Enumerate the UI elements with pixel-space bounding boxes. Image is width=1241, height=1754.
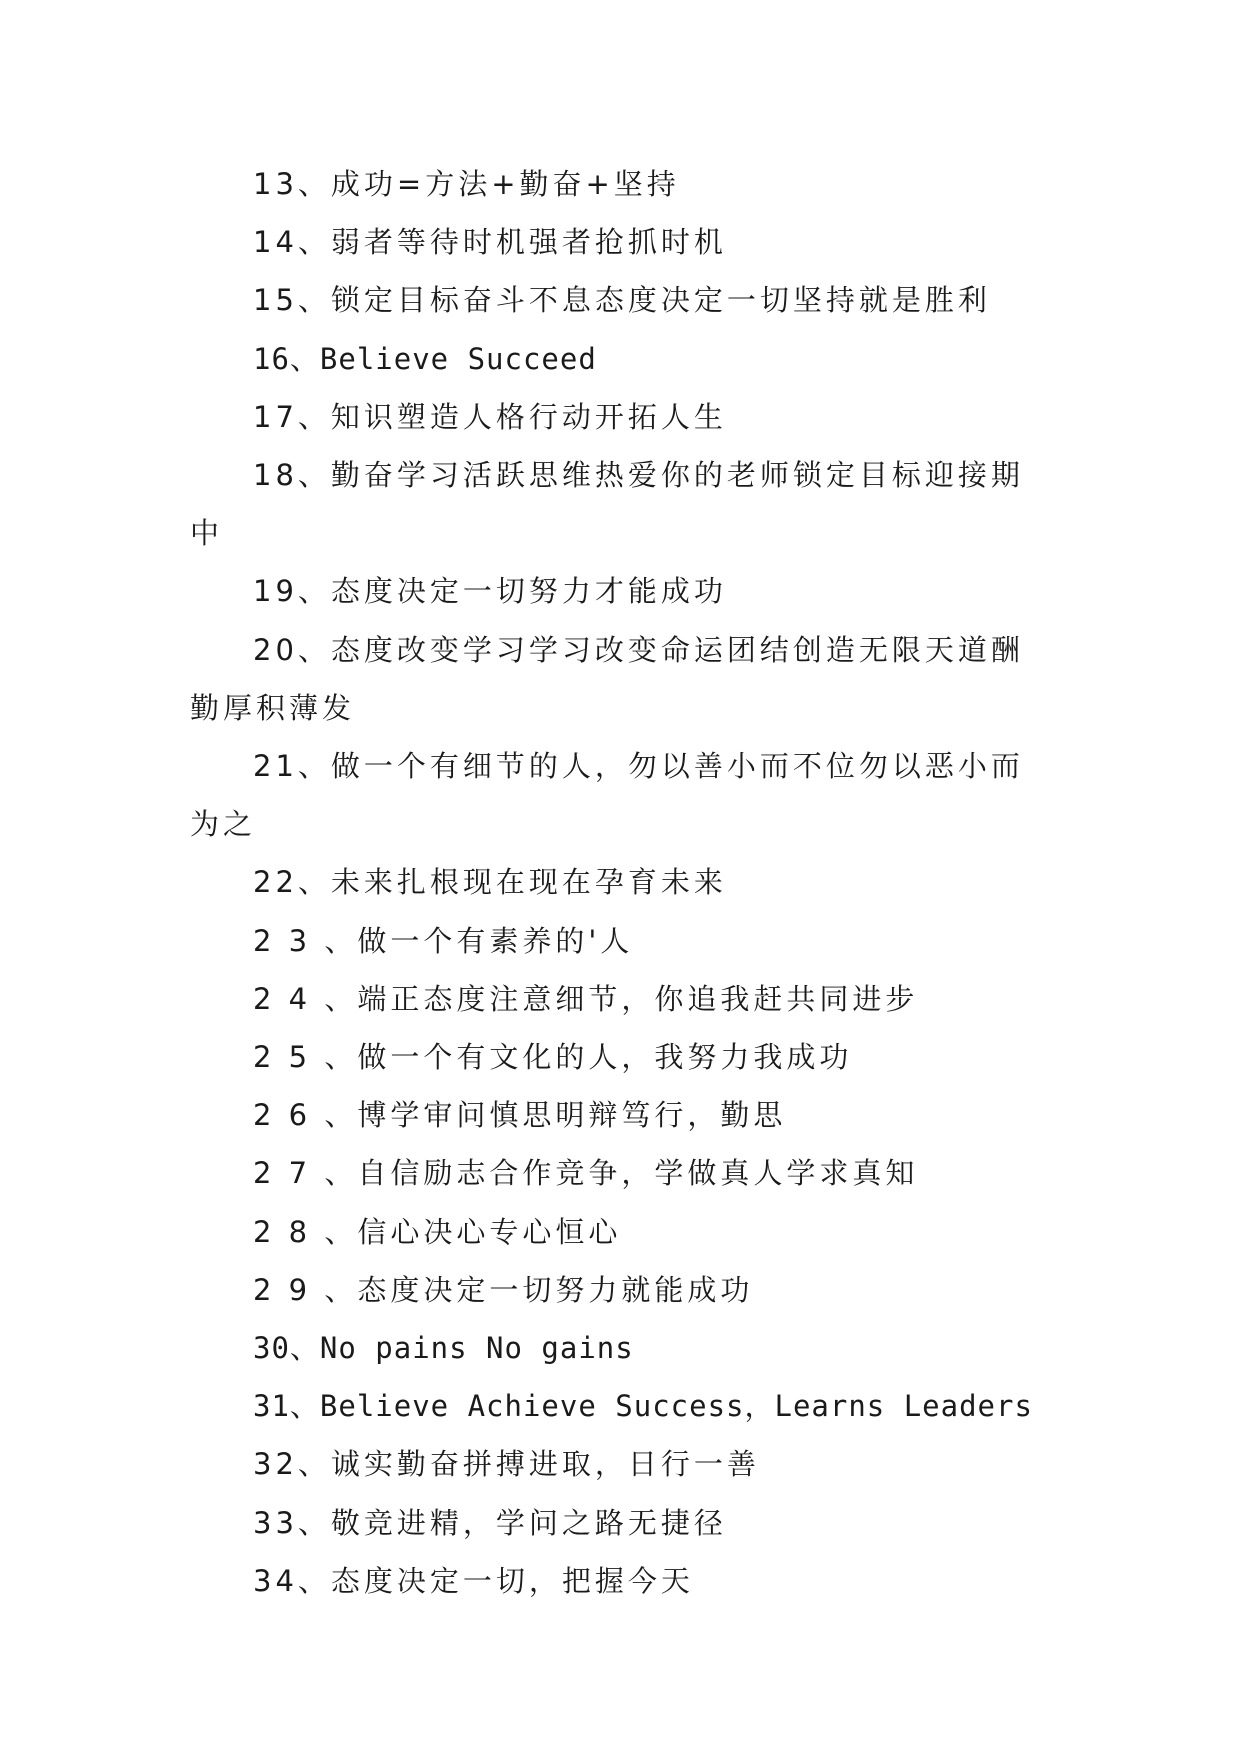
list-item: 32、诚实勤奋拼搏进取，日行一善	[253, 1447, 760, 1482]
list-item: 18、勤奋学习活跃思维热爱你的老师锁定目标迎接期中	[190, 458, 1024, 551]
list-item: 34、态度决定一切，把握今天	[253, 1563, 694, 1598]
list-item: 2 9 、态度决定一切努力就能成功	[253, 1272, 754, 1307]
list-item: 2 8 、信心决心专心恒心	[253, 1214, 622, 1249]
list-item: 30、No pains No gains	[253, 1331, 634, 1366]
list-item: 16、Believe Succeed	[253, 341, 597, 376]
list-item: 20、态度改变学习学习改变命运团结创造无限天道酬勤厚积薄发	[190, 632, 1024, 725]
list-item: 2 3 、做一个有素养的'人	[253, 923, 634, 958]
list-item: 13、成功=方法+勤奋+坚持	[253, 167, 680, 201]
list-item: 19、态度决定一切努力才能成功	[253, 574, 727, 609]
list-item: 2 5 、做一个有文化的人，我努力我成功	[253, 1040, 853, 1075]
list-item: 15、锁定目标奋斗不息态度决定一切坚持就是胜利	[253, 283, 991, 318]
list-item: 33、敬竞进精，学问之路无捷径	[253, 1505, 727, 1540]
slogan-list	[190, 155, 1050, 1610]
list-item: 31、Believe Achieve Success，Learns Leaders	[253, 1389, 1033, 1424]
list-item: 2 4 、端正态度注意细节，你追我赶共同进步	[253, 981, 919, 1016]
list-item: 21、做一个有细节的人，勿以善小而不位勿以恶小而为之	[190, 749, 1024, 842]
list-item: 22、未来扎根现在现在孕育未来	[253, 865, 727, 900]
list-item: 14、弱者等待时机强者抢抓时机	[253, 225, 727, 260]
list-item: 17、知识塑造人格行动开拓人生	[253, 399, 727, 434]
list-item: 2 6 、博学审问慎思明辩笃行，勤思	[253, 1098, 787, 1133]
list-item: 2 7 、自信励志合作竞争，学做真人学求真知	[253, 1156, 919, 1191]
